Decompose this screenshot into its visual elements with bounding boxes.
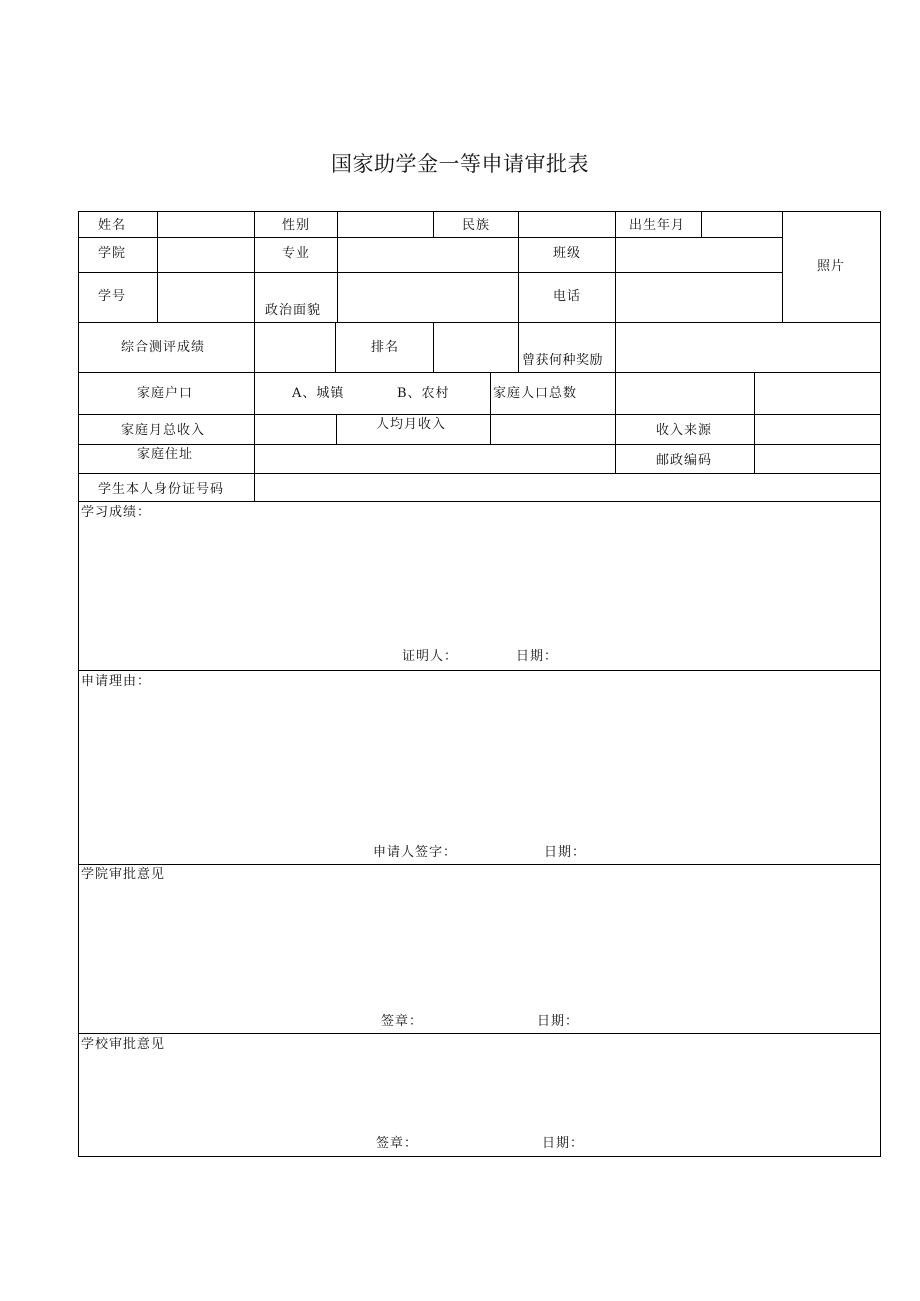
- label-rank: 排名: [371, 340, 400, 355]
- college-seal: 签章：: [381, 1014, 424, 1029]
- col-line: [433, 211, 434, 238]
- row-line: [78, 237, 783, 238]
- table-border-top: [78, 211, 881, 212]
- row-line: [78, 322, 881, 323]
- row-line: [78, 414, 881, 415]
- college-date: 日期：: [537, 1014, 580, 1029]
- label-id-number: 学生本人身份证号码: [98, 482, 225, 497]
- col-line: [254, 473, 255, 502]
- col-line: [254, 372, 255, 415]
- col-line: [490, 414, 491, 445]
- label-household: 家庭户口: [137, 386, 194, 401]
- label-family-size: 家庭人口总数: [493, 386, 578, 401]
- grades-label: 学习成绩：: [81, 505, 152, 520]
- row-line: [78, 473, 881, 474]
- label-birth: 出生年月: [629, 218, 686, 233]
- label-photo: 照片: [817, 259, 846, 274]
- label-address: 家庭住址: [137, 447, 194, 462]
- school-date: 日期：: [542, 1136, 585, 1151]
- label-political: 政治面貌: [265, 303, 322, 318]
- col-line: [615, 211, 616, 323]
- label-overall-score: 综合测评成绩: [121, 340, 206, 355]
- label-name: 姓名: [98, 218, 127, 233]
- col-line: [754, 414, 755, 445]
- row-line: [78, 864, 881, 865]
- col-line: [518, 322, 519, 373]
- col-line: [701, 211, 702, 238]
- table-border-left: [78, 211, 79, 1157]
- col-line: [254, 444, 255, 474]
- col-line: [615, 444, 616, 474]
- col-line: [336, 414, 337, 445]
- row-line: [78, 444, 881, 445]
- table-border-right: [880, 211, 881, 1157]
- label-monthly-income: 家庭月总收入: [121, 423, 206, 438]
- col-line: [490, 372, 491, 415]
- col-line: [335, 322, 336, 373]
- col-line: [157, 211, 158, 323]
- grades-certifier: 证明人：: [402, 649, 459, 664]
- col-line: [754, 444, 755, 474]
- label-per-capita: 人均月收入: [376, 417, 447, 432]
- label-student-id: 学号: [98, 289, 127, 304]
- row-line: [78, 501, 881, 502]
- label-college: 学院: [98, 246, 127, 261]
- school-opinion-label: 学校审批意见: [81, 1037, 166, 1052]
- col-line: [518, 211, 519, 323]
- col-line: [615, 372, 616, 415]
- table-border-bottom: [78, 1156, 881, 1157]
- row-line: [78, 670, 881, 671]
- col-line: [615, 414, 616, 445]
- row-line: [78, 1033, 881, 1034]
- col-line: [782, 211, 783, 323]
- label-income-source: 收入来源: [656, 423, 713, 438]
- label-major: 专业: [282, 246, 311, 261]
- col-line: [433, 322, 434, 373]
- grades-date: 日期：: [516, 649, 559, 664]
- label-ethnicity: 民族: [462, 218, 491, 233]
- page-title: 国家助学金一等申请审批表: [331, 152, 589, 176]
- label-awards: 曾获何种奖励: [522, 353, 604, 368]
- col-line: [254, 322, 255, 373]
- reason-signature: 申请人签字：: [373, 845, 458, 860]
- col-line: [615, 322, 616, 373]
- col-line: [337, 211, 338, 323]
- college-opinion-label: 学院审批意见: [81, 867, 166, 882]
- row-line: [78, 272, 783, 273]
- school-seal: 签章：: [376, 1136, 419, 1151]
- label-phone: 电话: [553, 289, 582, 304]
- reason-date: 日期：: [544, 845, 587, 860]
- reason-label: 申请理由：: [81, 674, 152, 689]
- col-line: [754, 372, 755, 415]
- label-postcode: 邮政编码: [656, 453, 713, 468]
- option-urban: A、城镇: [292, 386, 345, 401]
- label-gender: 性别: [282, 218, 311, 233]
- row-line: [78, 372, 881, 373]
- col-line: [254, 211, 255, 323]
- col-line: [254, 414, 255, 445]
- option-rural: B、农村: [397, 386, 450, 401]
- label-class: 班级: [553, 246, 582, 261]
